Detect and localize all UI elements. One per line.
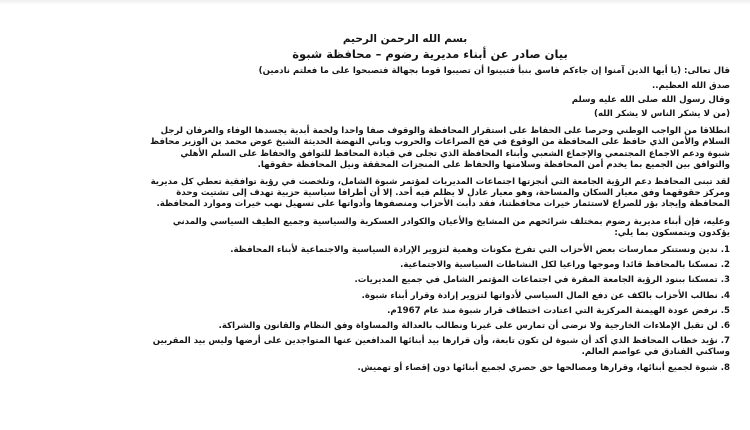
list-item (150, 336, 730, 358)
paragraph-1: انطلاقا من الواجب الوطني وحرصا على الحفاظ على استقرار المحافظة والوقوف صفا واحدا ولحمة أبدية يجسدها الوفاء والعرفان لرجل السلام والأمن الذي حافظ على المحافظة من الوقوع في فخ الصراعات والحروب وباني النهضة الحديثة الشيخ عوض محمد بن الوزير محافظ شبوة ودعم الاجماع المجتمعي والإجماع الشعبي وأبناء المحافظة الذي تجلى في قيادة المحافظ للتوافق والحفاظ على السلم الأهلي والتوافق بين الجميع بما يخدم أمن المحافظة وسلامتها والحفاظ على المنجزات المحققة ونيل المحافظة حقوقها. (150, 126, 730, 170)
list-item (150, 321, 730, 332)
list-item (150, 306, 730, 317)
item-text: شبوة لجميع أبنائها، وقرارها ومصالحها حق حصري لجميع أبنائها دون إقصاء أو تهميش. (357, 362, 718, 373)
item-text: نرفض عودة الهيمنة المركزية التي اعتادت اختطاف قرار شبوة منذ عام 1967م. (387, 305, 718, 316)
item-number: 2. (720, 260, 730, 271)
item-text: نؤيد خطاب المحافظ الذي أكد أن شبوة لن تكون تابعة، وأن قرارها بيد أبنائها المدافعين عنها المتواجدين على أرضها وليس بيد المقربين وساكني الفنادق في عواصم العالم. (152, 336, 730, 358)
list-item (150, 245, 730, 256)
scan-edge-shadow (0, 0, 750, 6)
document-title: بيان صادر عن أبناء مديرية رضوم – محافظة شبوة (292, 47, 568, 62)
statement-body (150, 34, 730, 378)
basmala-heading: بسم الله الرحمن الرحيم (342, 33, 468, 45)
list-item (150, 275, 730, 286)
item-number: 1. (720, 245, 730, 256)
sadaqa-line: صدق الله العظيم.. (652, 80, 730, 91)
item-text: لن تقبل الإملاءات الخارجية ولا نرضى أن تمارس على غيرنا ونطالب بالعدالة والمساواة وفق النظام والقانون والشراكة. (218, 321, 718, 332)
item-text: تمسكنا ببنود الرؤية الجامعة المقرة في اجتماعات المؤتمر الشامل في جميع المديريات. (354, 275, 718, 286)
item-number: 4. (720, 290, 730, 301)
item-number: 6. (720, 321, 730, 332)
item-number: 7. (720, 336, 730, 347)
list-item (150, 363, 730, 374)
demands-list (150, 245, 730, 374)
list-item (150, 260, 730, 271)
item-text: ندين ونستنكر ممارسات بعض الأحزاب التي تفرخ مكونات وهمية لتزوير الإرادة السياسية والاجتماعية لأبناء المحافظة. (230, 245, 718, 256)
item-number: 3. (720, 275, 730, 286)
item-text: نطالب الأحزاب بالكف عن دفع المال السياسي لأدواتها لتزوير إرادة وقرار أبناء شبوة. (361, 290, 718, 301)
item-text: تمسكنا بالمحافظ قائدا وموجها وراعيا لكل النشاطات السياسية والاجتماعية. (400, 260, 718, 271)
quran-verse: قال تعالى: (يا أيها الذين آمنوا إن جاءكم فاسق بنبأ فتبينوا أن تصيبوا قوما بجهالة فتصبحوا على ما فعلتم نادمين) (258, 66, 730, 77)
item-number: 5. (720, 305, 730, 316)
hadith-intro: وقال رسول الله صلى الله عليه وسلم (571, 94, 730, 105)
paragraph-2: لقد تبنى المحافظ دعم الرؤية الجامعة التي أنجزتها اجتماعات المديريات لمؤتمر شبوة الشامل، وتلخصت في رؤية توافقية تعطي كل مديرية ومركز حقوقهما وفق معيار السكان والمساحة، وهو معيار عادل لا يظلم فيه أحد. إلا أن أطرافا سياسية حزبية تهدف إلى تشتيت وحدة المحافظة وإيجاد بؤر للصراع لاستثمار خيرات محافظتنا، فقد دأبت الأحزاب ومنصفوها وأدواتها على تسهيل نهب خيرات وموارد المحافظة. (150, 177, 730, 210)
list-item (150, 291, 730, 302)
paragraph-3: وعليه، فإن أبناء مديرية رضوم بمختلف شرائحهم من المشايخ والأعيان والكوادر العسكرية والسياسية وجميع الطيف السياسي والمدني يؤكدون ويتمسكون بما يلي: (172, 216, 730, 238)
hadith-text: (من لا يشكر الناس لا يشكر الله) (594, 109, 730, 120)
item-number: 8. (720, 362, 730, 373)
